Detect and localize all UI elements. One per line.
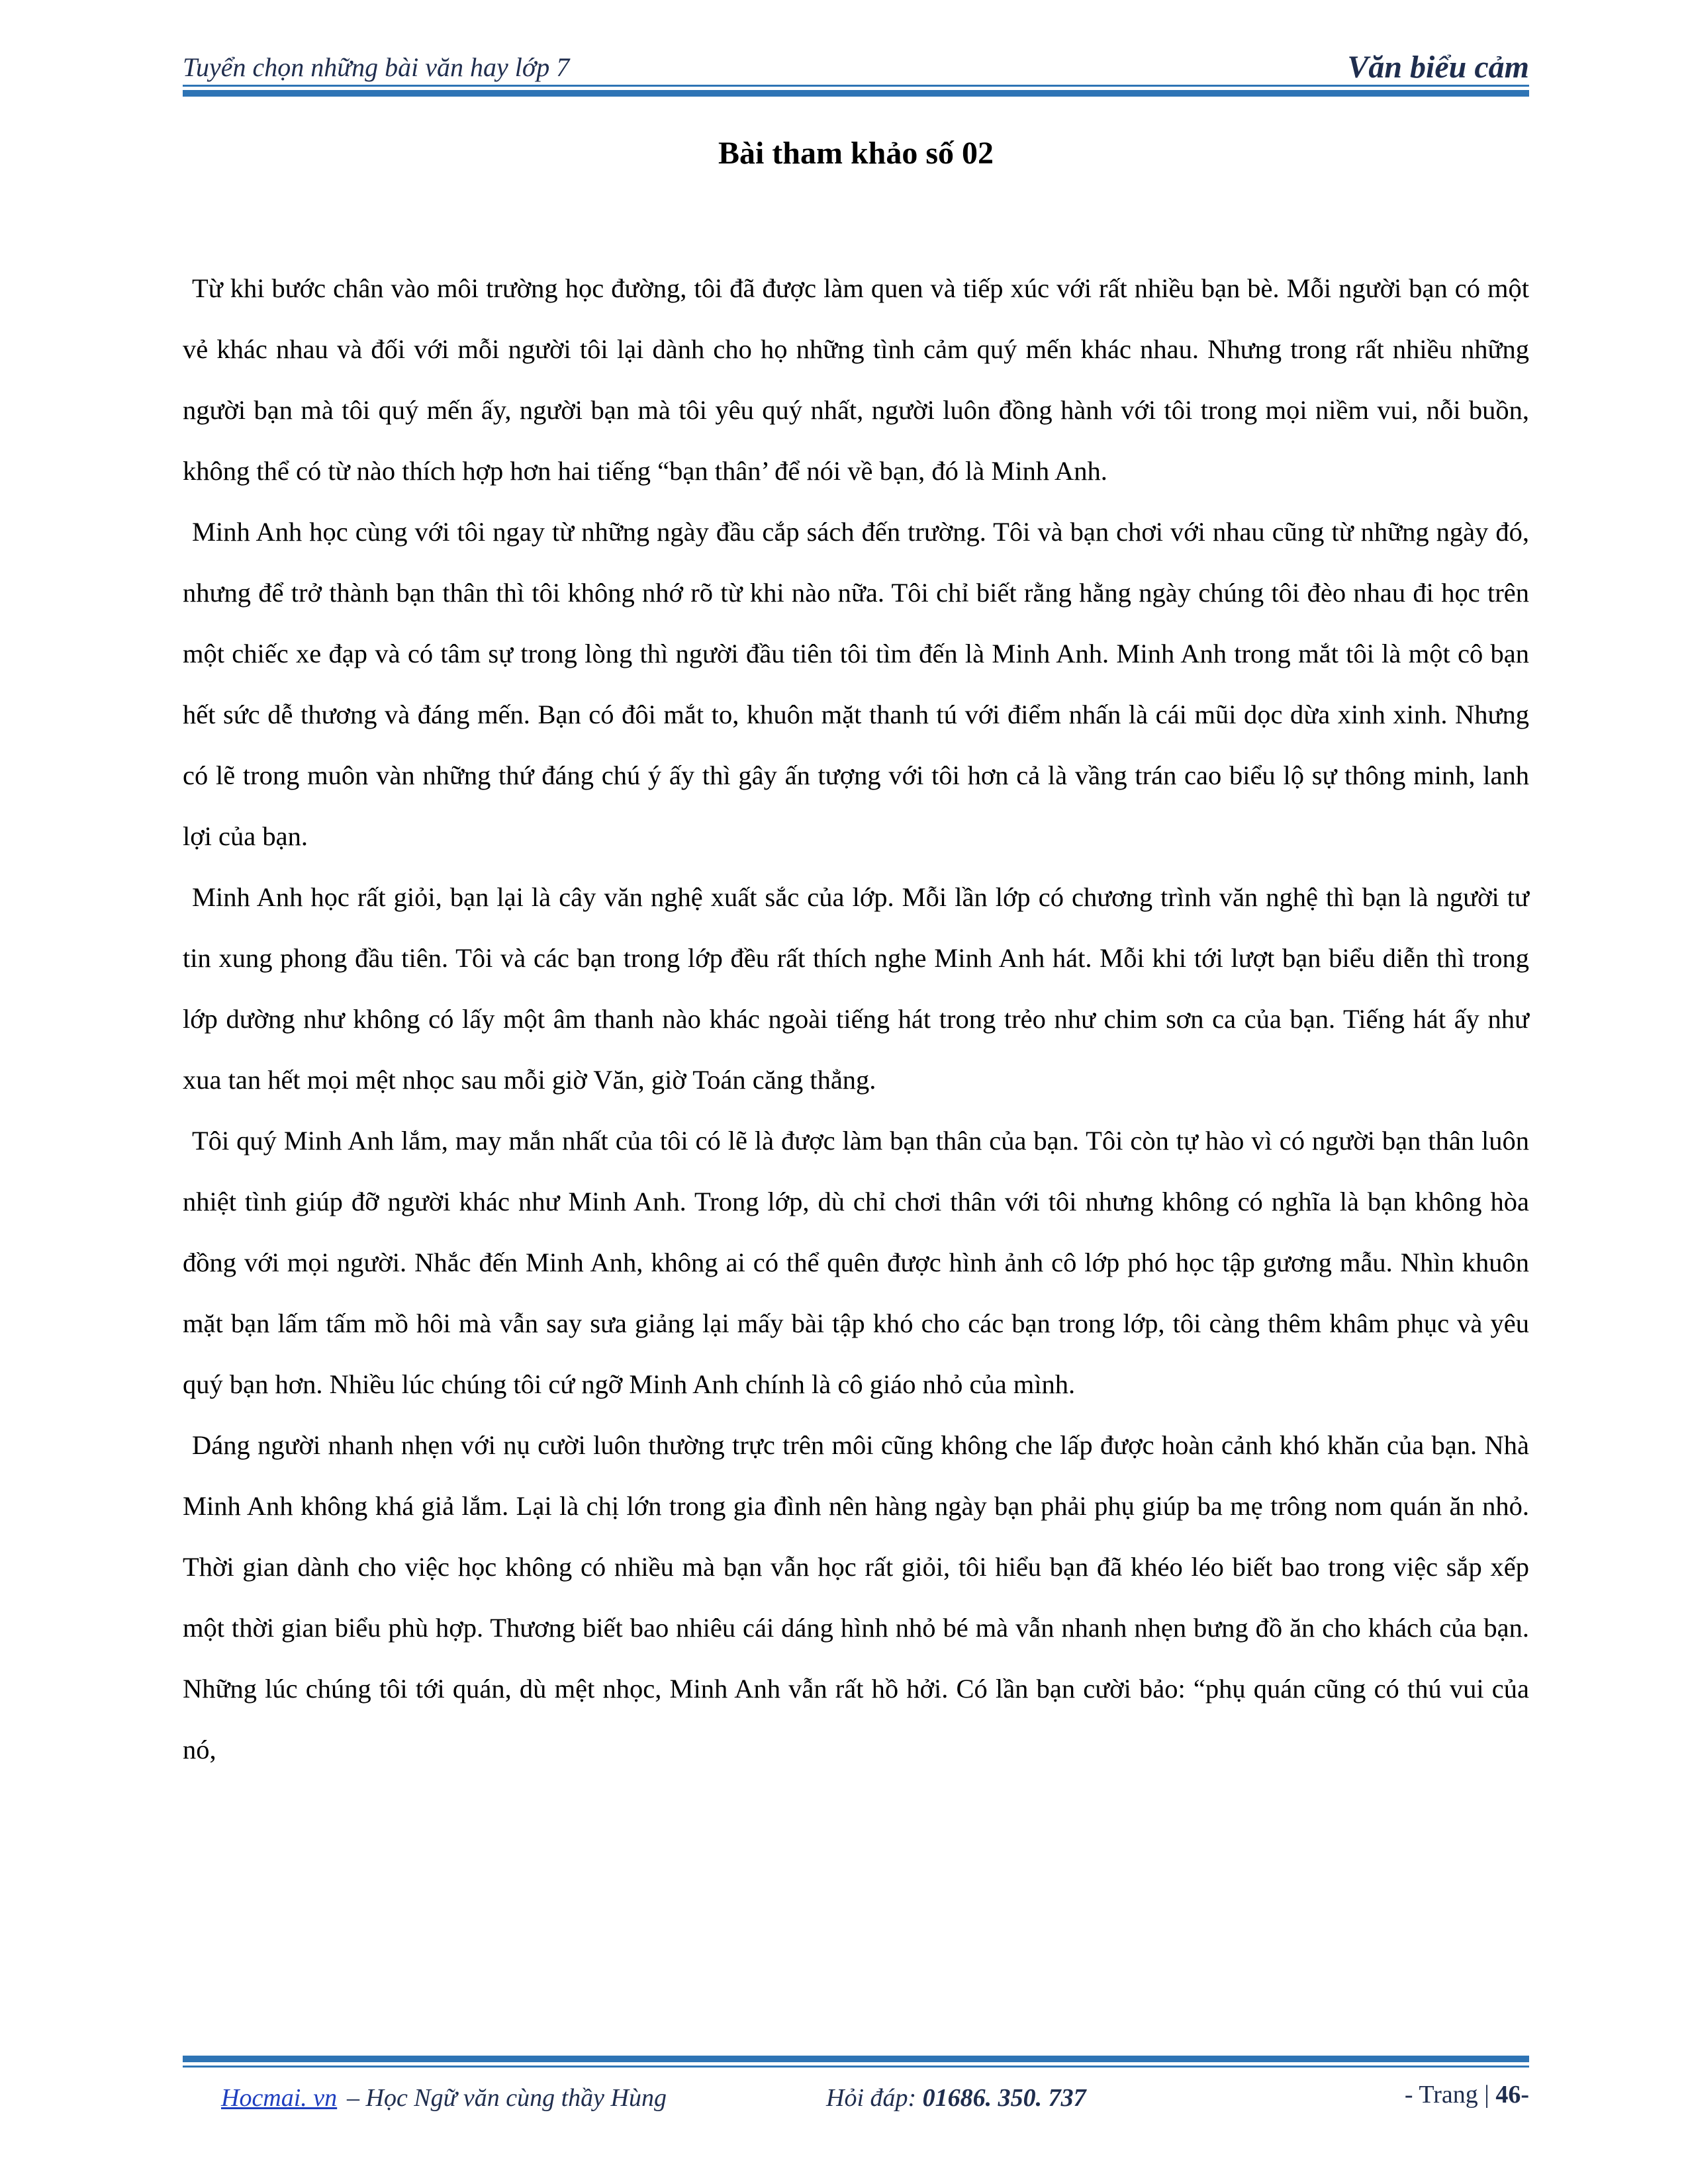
- footer-hotline: [826, 2083, 1086, 2113]
- footer-page-prefix: - Trang |: [1404, 2081, 1496, 2109]
- footer-page-number: 46-: [1495, 2081, 1529, 2109]
- paragraph: Minh Anh học cùng với tôi ngay từ những ngày đầu cắp sách đến trường. Tôi và bạn chơi với nhau cũng từ những ngày đó, nhưng để trở thành bạn thân thì tôi không nhớ rõ từ khi nào nữa. Tôi chỉ biết rằng hằng ngày chúng tôi đèo nhau đi học trên một chiếc xe đạp và có tâm sự trong lòng thì người đầu tiên tôi tìm đến là Minh Anh. Minh Anh trong mắt tôi là một cô bạn hết sức dễ thương và đáng mến. Bạn có đôi mắt to, khuôn mặt thanh tú với điểm nhấn là cái mũi dọc dừa xinh xinh. Nhưng có lẽ trong muôn vàn những thứ đáng chú ý ấy thì gây ấn tượng với tôi hơn cả là vầng trán cao biểu lộ sự thông minh, lanh lợi của bạn.: [183, 517, 1529, 851]
- footer-hotline-label: Hỏi đáp:: [826, 2084, 923, 2112]
- footer-course-text: – Học Ngữ văn cùng thầy Hùng: [347, 2084, 667, 2112]
- footer-page-indicator: [1405, 2080, 1529, 2109]
- header-divider-thick: [183, 90, 1529, 97]
- footer-site-link[interactable]: Hocmai. vn: [221, 2084, 338, 2112]
- header-divider-thin: [183, 85, 1529, 87]
- footer-divider-thick: [183, 2056, 1529, 2062]
- paragraph: Từ khi bước chân vào môi trường học đường, tôi đã được làm quen và tiếp xúc với rất nhiều bạn bè. Mỗi người bạn có một vẻ khác nhau và đối với mỗi người tôi lại dành cho họ những tình cảm quý mến khác nhau. Nhưng trong rất nhiều những người bạn mà tôi quý mến ấy, người bạn mà tôi yêu quý nhất, người luôn đồng hành với tôi trong mọi niềm vui, nỗi buồn, không thể có từ nào thích hợp hơn hai tiếng “bạn thân’ để nói về bạn, đó là Minh Anh.: [183, 273, 1529, 486]
- paragraph: Dáng người nhanh nhẹn với nụ cười luôn thường trực trên môi cũng không che lấp được hoàn cảnh khó khăn của bạn. Nhà Minh Anh không khá giả lắm. Lại là chị lớn trong gia đình nên hàng ngày bạn phải phụ giúp ba mẹ trông nom quán ăn nhỏ. Thời gian dành cho việc học không có nhiều mà bạn vẫn học rất giỏi, tôi hiểu bạn đã khéo léo biết bao trong việc sắp xếp một thời gian biểu phù hợp. Thương biết bao nhiêu cái dáng hình nhỏ bé mà vẫn nhanh nhẹn bưng đồ ăn cho khách của bạn. Những lúc chúng tôi tới quán, dù mệt nhọc, Minh Anh vẫn rất hồ hởi. Có lần bạn cười bảo: “phụ quán cũng có thú vui của nó,: [183, 1430, 1529, 1764]
- essay-body: [183, 258, 1529, 1780]
- footer-divider-thin: [183, 2066, 1529, 2068]
- header-section-title: Văn biểu cảm: [1347, 50, 1529, 85]
- paragraph: Minh Anh học rất giỏi, bạn lại là cây văn nghệ xuất sắc của lớp. Mỗi lần lớp có chương trình văn nghệ thì bạn là người tư tin xung phong đầu tiên. Tôi và các bạn trong lớp đều rất thích nghe Minh Anh hát. Mỗi khi tới lượt bạn biểu diễn thì trong lớp dường như không có lấy một âm thanh nào khác ngoài tiếng hát trong trẻo như chim sơn ca của bạn. Tiếng hát ấy như xua tan hết mọi mệt nhọc sau mỗi giờ Văn, giờ Toán căng thẳng.: [183, 882, 1529, 1095]
- page-title: Bài tham khảo số 02: [718, 136, 994, 171]
- paragraph: Tôi quý Minh Anh lắm, may mắn nhất của tôi có lẽ là được làm bạn thân của bạn. Tôi còn tự hào vì có người bạn thân luôn nhiệt tình giúp đỡ người khác như Minh Anh. Trong lớp, dù chỉ chơi thân với tôi nhưng không có nghĩa là bạn không hòa đồng với mọi người. Nhắc đến Minh Anh, không ai có thể quên được hình ảnh cô lớp phó học tập gương mẫu. Nhìn khuôn mặt bạn lấm tấm mồ hôi mà vẫn say sưa giảng lại mấy bài tập khó cho các bạn trong lớp, tôi càng thêm khâm phục và yêu quý bạn hơn. Nhiều lúc chúng tôi cứ ngỡ Minh Anh chính là cô giáo nhỏ của mình.: [183, 1126, 1529, 1399]
- footer-hotline-number: 01686. 350. 737: [922, 2084, 1086, 2112]
- header-book-title: Tuyển chọn những bài văn hay lớp 7: [183, 52, 570, 82]
